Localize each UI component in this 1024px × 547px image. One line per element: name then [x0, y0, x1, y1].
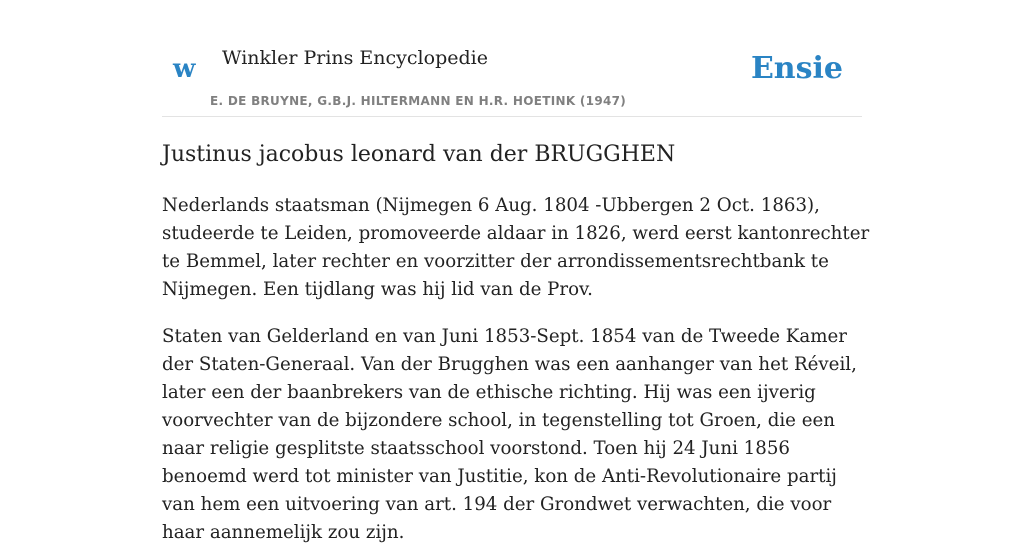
ensie-logo[interactable]: Ensie — [750, 51, 843, 86]
article-paragraph-2: Staten van Gelderland en van Juni 1853-Sept. 1854 van de Tweede Kamer der Staten-Generaal. Van der Brugghen was een aanhanger van het Réveil, later een der baanbrekers van de ethische richting. Hij was een ijverig voorvechter van de bijzondere school, in tegenstelling tot Groen, die een naar religie gesplitste staatsschool voorstond. Toen hij 24 Juni 1856 benoemd werd tot minister van Justitie, kon de Anti-Revolutionaire partij van hem een uitvoering van art. 194 der Grondwet verwachten, die voor haar aannemelijk zou zijn. — [162, 326, 857, 543]
source-authors: E. DE BRUYNE, G.B.J. HILTERMANN EN H.R. HOETINK (1947) — [210, 94, 627, 108]
article-title: Justinus jacobus leonard van der BRUGGHEN — [162, 142, 676, 167]
article-paragraph-1: Nederlands staatsman (Nijmegen 6 Aug. 1804 -Ubbergen 2 Oct. 1863), studeerde te Leiden, promoveerde aldaar in 1826, werd eerst kantonrechter te Bemmel, later rechter en voorzitter der arrondissementsrechtbank te Nijmegen. Een tijdlang was hij lid van de Prov. — [162, 195, 870, 300]
winkler-prins-logo[interactable]: w — [173, 54, 196, 84]
source-title[interactable]: Winkler Prins Encyclopedie — [222, 47, 488, 69]
source-header — [162, 0, 862, 117]
